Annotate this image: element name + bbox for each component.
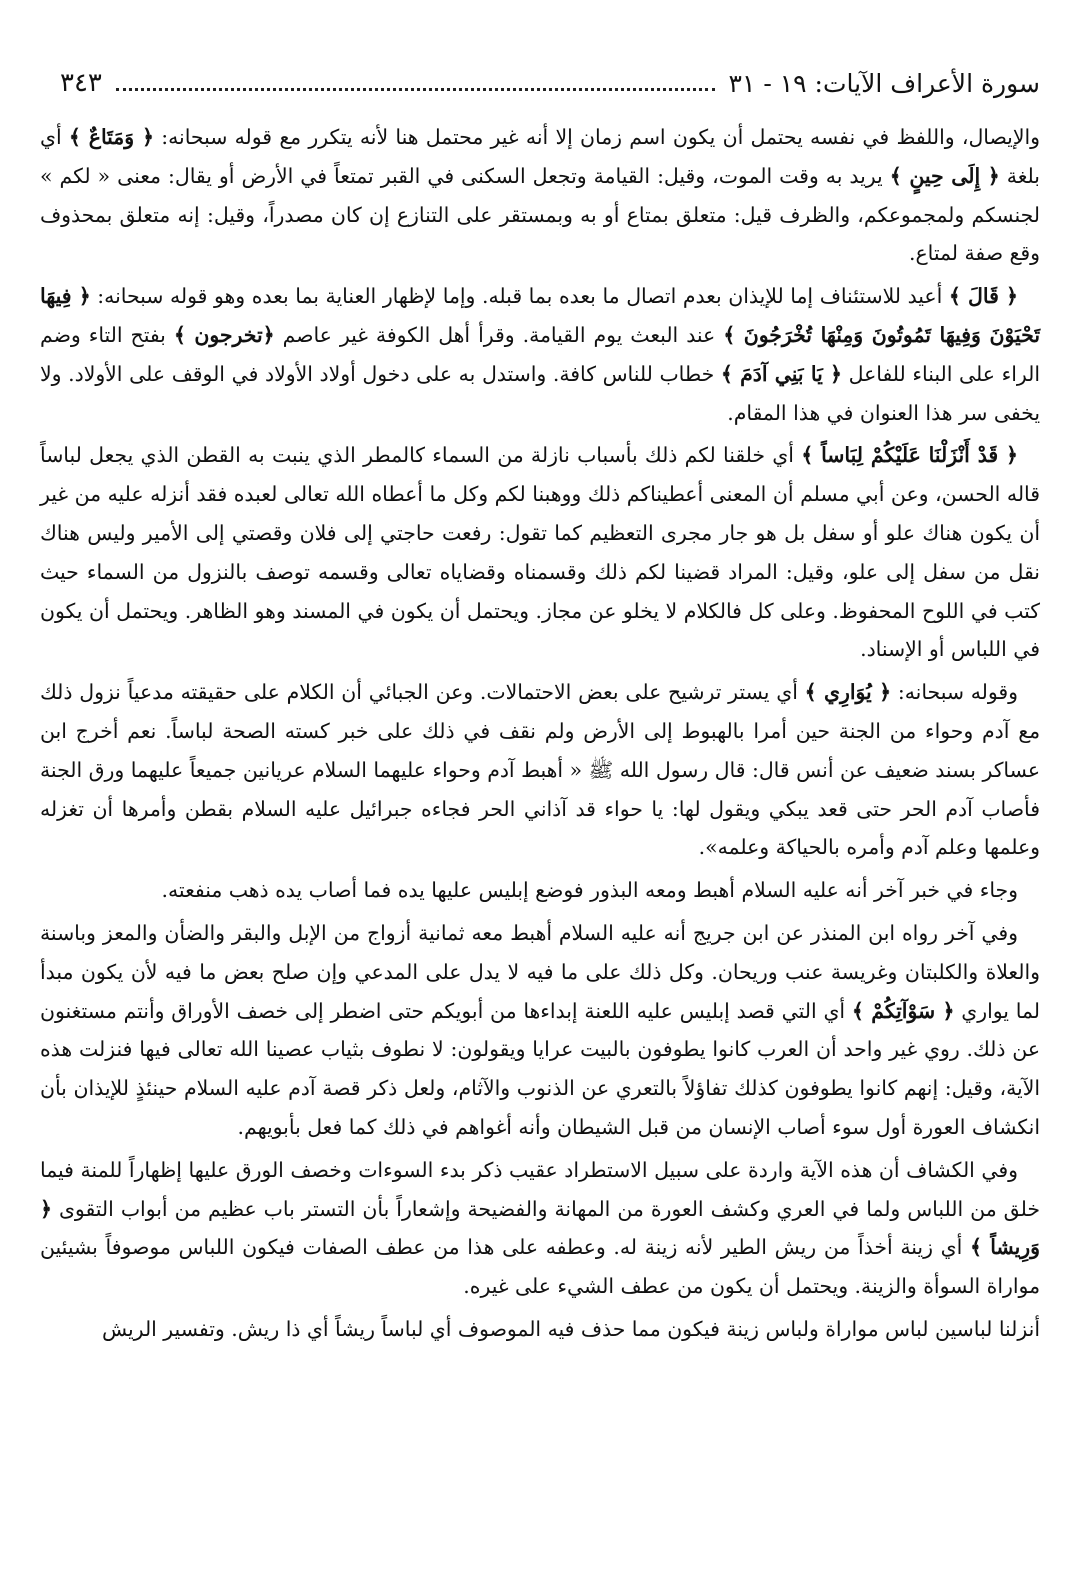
paragraph	[40, 673, 1040, 867]
paragraph-text: أي التي قصد إبليس عليه اللعنة إبداءها من أبويكم حتى اضطر إلى خصف الأوراق وأنتم مستغنون عن ذلك. روي غير واحد أن العرب كانوا يطوفون بالبيت عرايا ويقولون: لا نطوف بثياب عصينا الله تعالى فيها فنزلت هذه الآية، وقيل: إنهم كانوا يطوفون كذلك تفاؤلاً بالتعري عن الذنوب والآثام، ولعل ذكر قصة آدم عليه السلام حينئذٍ للإيذان بأن انكشاف العورة أول سوء أصاب الإنسان من قبل الشيطان وأنه أغواهم في ذلك كما فعل بأبويهم.	[40, 998, 1040, 1139]
commentary-body	[40, 118, 1040, 1353]
paragraph-text: بفتح التاء وضم الراء على البناء للفاعل	[40, 322, 1040, 386]
paragraph-text: وفي الكشاف أن هذه الآية واردة على سبيل الاستطراد عقيب ذكر بدء السوءات وخصف الورق عليها إظهاراً للمنة فيما خلق من اللباس ولما في العري وكشف العورة من المهانة والفضيحة وإشعاراً بأن التستر باب عظيم من أبواب التقوى	[40, 1157, 1040, 1221]
paragraph-text: أعيد للاستئناف إما للإيذان بعدم اتصال ما بعده بما قبله. وإما لإظهار العناية بما بعده وهو قوله سبحانه:	[90, 284, 949, 309]
paragraph	[40, 277, 1040, 432]
paragraph	[40, 914, 1040, 1147]
paragraph-text: خطاب للناس كافة. واستدل به على دخول أولاد الأولاد في الوقف على الأولاد. ولا يخفى سر هذا العنوان في هذا المقام.	[40, 361, 1040, 425]
paragraph-text: أنزلنا لباسين لباس مواراة ولباس زينة فيكون مما حذف فيه الموصوف أي لباساً ريشاً أي ذا ريش. وتفسير الريش	[102, 1316, 1040, 1341]
paragraph	[40, 118, 1040, 273]
paragraph-text: وقوله سبحانه:	[891, 680, 1019, 705]
quran-quote: ﴿ يَا بَنِي آدَمَ ﴾	[720, 361, 842, 386]
quran-quote: ﴿ سَوْآتِكُمْ ﴾	[851, 998, 955, 1023]
paragraph-text: أي بلغة	[40, 125, 1040, 188]
paragraph	[40, 436, 1040, 669]
quran-quote: ﴿ فِيهَا تَحْيَوْنَ وَفِيهَا تَمُوتُونَ وَمِنْهَا تُخْرَجُونَ ﴾	[40, 284, 1040, 347]
header-dotted-leader	[116, 88, 715, 91]
quran-quote: ﴿تخرجون ﴾	[173, 322, 275, 347]
header-title: سورة الأعراف الآيات: ١٩ - ٣١	[728, 68, 1040, 98]
paragraph-text: أي زينة أخذاً من ريش الطير لأنه زينة له. وعطفه على هذا من عطف الصفات فيكون اللباس موصوفاً بشيئين مواراة السوأة والزينة. ويحتمل أن يكون من عطف الشيء على غيره.	[40, 1235, 1040, 1299]
quran-quote: ﴿ يُوَارِي ﴾	[804, 680, 892, 705]
paragraph-text: وفي آخر رواه ابن المنذر عن ابن جريج أنه عليه السلام أهبط معه ثمانية أزواج من الإبل والبقر والضأن والمعز وباسنة والعلاة والكلبتان وغريسة عنب وريحان. وكل ذلك على ما فيه لا يدل على المدعي وإن صلح بعض ما فيه لأن يكون مبدأ لما يواري	[40, 920, 1041, 1023]
quran-quote: ﴿ وَرِيشاً ﴾	[40, 1196, 1040, 1260]
paragraph-text: أي خلقنا لكم ذلك بأسباب نازلة من السماء كالمطر الذي ينبت به القطن الذي يجعل لباساً قاله الحسن، وعن أبي مسلم أن المعنى أعطيناكم ذلك ووهبنا لكم وكل ما أعطاه الله تعالى لعبده فقد أنزله عليه من غير أن يكون هناك علو أو سفل بل هو جار مجرى التعظيم كما تقول: رفعت حاجتي إلى فلان وقصتي إلى الأمير وليس هناك نقل من سفل إلى علو، وقيل: المراد قضينا لكم ذلك وقسمناه وقضاياه تعالى وقسمه توصف بالنزول من السماء حيث كتب في اللوح المحفوظ. وعلى كل فالكلام لا يخلو عن مجاز. ويحتمل أن يكون في المسند وهو الظاهر. ويحتمل أن يكون في اللباس أو الإسناد.	[40, 443, 1040, 662]
paragraph-text: عند البعث يوم القيامة. وقرأ أهل الكوفة غير عاصم	[274, 322, 724, 347]
paragraph	[40, 871, 1040, 910]
quran-quote: ﴿ قَالَ ﴾	[948, 284, 1018, 309]
paragraph-text: أي يستر ترشيح على بعض الاحتمالات. وعن الجبائي أن الكلام على حقيقته مدعياً نزول ذلك مع آدم وحواء من الجنة حين أمرا بالهبوط إلى الأرض ولم نقف في ذلك على خبر كسته الصحة لباساً. نعم أخرج ابن عساكر بسند ضعيف عن أنس قال: قال رسول الله ﷺ « أهبط آدم وحواء عليهما السلام عريانين جميعاً عليهما ورق الجنة فأصاب آدم الحر حتى قعد يبكي ويقول لها: يا حواء قد آذاني الحر فجاءه جبرائيل عليه السلام بقطن وأمرها أن تغزله وعلمها وعلم آدم وأمره بالحياكة وعلمه».	[40, 680, 1040, 860]
quran-quote: ﴿ وَمَتَاعٌ ﴾	[68, 125, 154, 149]
paragraph	[40, 1310, 1040, 1349]
quran-quote: ﴿ إِلَى حِينٍ ﴾	[889, 163, 1000, 188]
paragraph-text: وجاء في خبر آخر أنه عليه السلام أهبط ومعه البذور فوضع إبليس عليها يده فما أصاب يده ذهب منفعته.	[161, 878, 1018, 903]
quran-quote: ﴿ قَدْ أَنْزَلْنَا عَلَيْكُمْ لِبَاساً ﴾	[801, 443, 1018, 468]
paragraph	[40, 1151, 1040, 1306]
paragraph-text: يريد به وقت الموت، وقيل: القيامة وتجعل السكنى في القبر تمتعاً في الأرض أو يقال: معنى « لكم » لجنسكم ولمجموعكم، والظرف قيل: متعلق بمتاع أو به وبمستقر على التنازع إن كان مصدراً، وقيل: إنه متعلق بمحذوف وقع صفة لمتاع.	[40, 163, 1040, 266]
page-number: ٣٤٣	[60, 68, 102, 98]
running-header	[60, 60, 1040, 106]
paragraph-text: والإيصال، واللفظ في نفسه يحتمل أن يكون اسم زمان إلا أنه غير محتمل هنا لأنه يتكرر مع قوله سبحانه:	[153, 125, 1040, 149]
